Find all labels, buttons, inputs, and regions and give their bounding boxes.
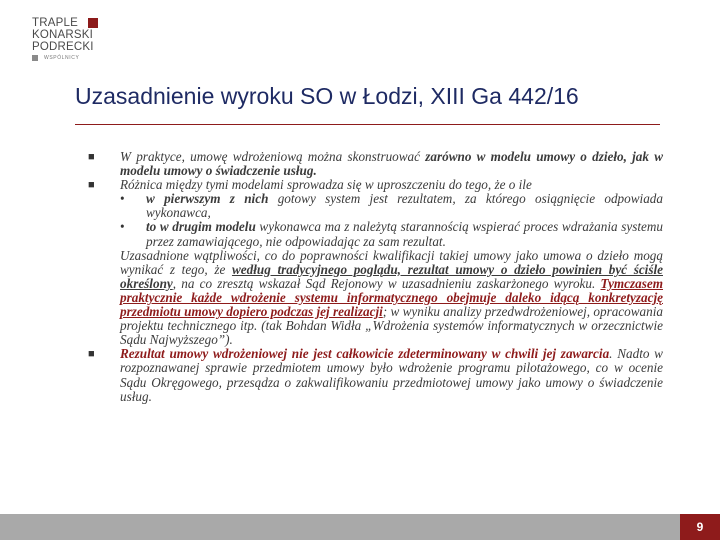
company-logo bbox=[32, 17, 102, 61]
dot-bullet-icon: • bbox=[120, 219, 125, 235]
bullet-3-highlight: Rezultat umowy wdrożeniowej nie jest całkowicie zdeterminowany w chwili jej zawarcia bbox=[120, 346, 610, 362]
paragraph-text-2: , na co zresztą wskazał Sąd Rejonowy w uzasadnieniu zaskarżonego wyroku. bbox=[172, 275, 601, 291]
sub-bullet-1 bbox=[88, 192, 663, 220]
bullet-3 bbox=[88, 347, 663, 403]
logo-square-icon bbox=[88, 18, 98, 28]
slide-content bbox=[88, 150, 663, 404]
logo-sub-text: WSPÓLNICY bbox=[44, 55, 80, 61]
bullet-2-text: Różnica między tymi modelami sprowadza się w uproszczeniu do tego, że o ile bbox=[120, 177, 532, 193]
logo-line-1: TRAPLE bbox=[32, 17, 78, 29]
sub-bullet-2-bold: to w drugim modelu bbox=[146, 219, 256, 235]
page-number: 9 bbox=[680, 514, 720, 540]
paragraph-text-3: ; w wyniku analizy przedwdrożeniowej, opracowania projektu technicznego itp. (tak Bohdan Widła „Wdrożenia systemów informatycznych w orzecznictwie Sądu Najwyższego”). bbox=[120, 304, 663, 348]
title-divider bbox=[75, 124, 660, 125]
bullet-1 bbox=[88, 150, 663, 178]
sub-bullet-2 bbox=[88, 220, 663, 248]
paragraph-text-1: Uzasadnione wątpliwości, co do poprawności kwalifikacji takiej umowy jako umowa o dzieło mogą wynikać z tego, że bbox=[120, 247, 663, 277]
logo-line-2: KONARSKI bbox=[32, 29, 94, 41]
bullet-1-bold: zarówno w modelu umowy o dzieło, jak w modelu umowy o świadczenie usług. bbox=[120, 149, 663, 179]
paragraph-highlight: Tymczasem praktycznie każde wdrożenie systemu informatycznego obejmuje daleko idącą konkretyzację przedmiotu umowy dopiero podczas jej realizacji bbox=[120, 275, 663, 320]
footer-bar bbox=[0, 514, 720, 540]
square-bullet-icon: ■ bbox=[88, 179, 95, 192]
slide-title: Uzasadnienie wyroku SO w Łodzi, XIII Ga 442/16 bbox=[75, 83, 579, 109]
paragraph-bold-underlined: według tradycyjnego poglądu, rezultat umowy o dzieło powinien być ściśle określony bbox=[120, 261, 663, 291]
logo-subline bbox=[32, 55, 102, 61]
logo-gray-square-icon bbox=[32, 55, 38, 61]
sub-bullet-1-bold: w pierwszym z nich bbox=[146, 191, 269, 207]
bullet-2-paragraph bbox=[88, 249, 663, 348]
square-bullet-icon: ■ bbox=[88, 348, 95, 361]
bullet-3-text: . Nadto w rozpoznawanej sprawie przedmiotem umowy było wdrożenie programu pilotażowego, co w ocenie Sądu Okręgowego, przesądza o zakwalifikowaniu przedmiotowej umowy jako umowy o świadczenie usług. bbox=[120, 346, 663, 404]
bullet-1-text: W praktyce, umowę wdrożeniową można skonstruować bbox=[120, 149, 426, 164]
sub-bullet-1-text: gotowy system jest rezultatem, za którego osiągnięcie odpowiada wykonawca, bbox=[146, 191, 663, 221]
logo-line-3: PODRECKI bbox=[32, 41, 94, 53]
sub-bullet-2-text: wykonawca ma z należytą starannością wspierać proces wdrażania systemu przez zamawiającego, nie odpowiadając za sam rezultat. bbox=[146, 219, 663, 249]
dot-bullet-icon: • bbox=[120, 191, 125, 207]
square-bullet-icon: ■ bbox=[88, 151, 95, 163]
bullet-2 bbox=[88, 178, 663, 192]
